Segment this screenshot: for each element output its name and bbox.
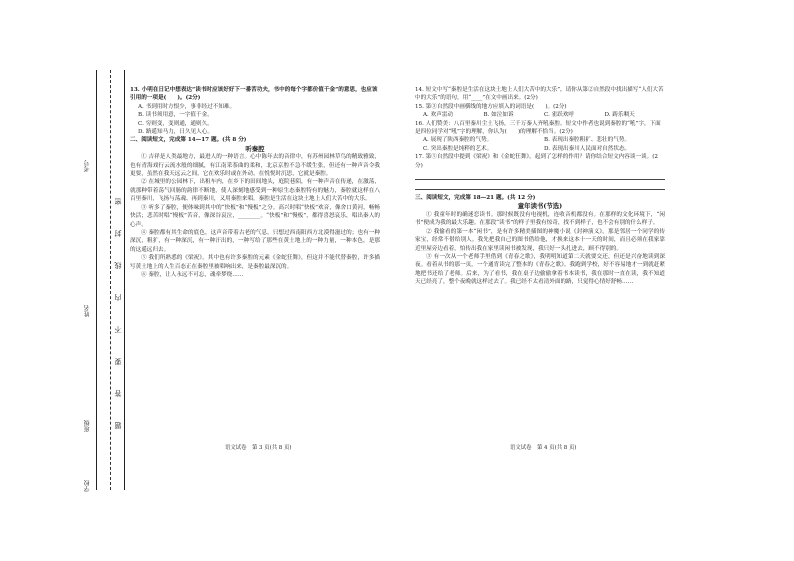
passage-paragraph: ⑥ 秦腔，让人永远不可忘，魂牵梦绕……: [141, 271, 244, 278]
question-16-options: [415, 136, 665, 153]
option-b: B. 表现出秦腔粗犷、悲壮的气势。: [544, 137, 630, 144]
passage-paragraph: ① 我童年时的确迷恋读书。那时候既没有电视机，连收音机都没有。在那样的文化环境下，“闲书”便成为我的最大乐趣。在那段“读书”的样子里我有惊奇，找不到样子，也不会有别的什么样子。: [415, 211, 665, 227]
seal-word: 内: [114, 294, 122, 301]
question-13-stem: 13. 小明在日记中想表达“读书时应该好好下一番苦功夫，书中的每个字都价值千金”的意思，也应该引用的一项是( )。(2分): [130, 87, 378, 102]
section-3-heading: 三、阅读短文，完成第 18—21 题。(共 12 分): [415, 195, 536, 202]
question-15-options: [415, 111, 665, 119]
passage-paragraph: ② 我偷看的第一本“闲书”，是有许多精美插图的神魔小说《封神演义》。那是邻居一个同学的传家宝，经常不借给别人。我先把我自己的图书借给他，才换来这本十一天的时间，而且必须在我家靠近里屋旁边看着，怕传出我在家里读闲书被发现，我只好一头扎进去，顾不得别的。: [415, 228, 665, 252]
seal-line-dashed: [110, 70, 111, 490]
binding-line-right: [124, 70, 125, 490]
binding-line-left: [96, 70, 97, 490]
seal-word: 封: [114, 230, 122, 237]
passage-paragraph: ② 在城里的公园林下，出租车内，在乡下的田间地头，庭院巷陌，有一种声音在传递，在激荡，就那种带着荡气回肠的韵律不断地，使人深刻地感受到一种原生态秦腔特有的魅力，秦腔就这样在八百里秦川，飞扬与荡魂、再到秦川，又用秦腔来唱。秦腔是生活在这块土地上人们大苦中的大乐。: [130, 179, 380, 203]
seal-word: 线: [114, 262, 122, 269]
question-17: 17. 第⑤自然段中提到《梁祝》和《金蛇狂舞》，起到了怎样的作用？请你结合短文内容谈一谈。(2分): [415, 154, 658, 169]
option-a: A. 书到用时方恨少，事非经过不知难。: [138, 103, 236, 110]
page-3-footer: 语文试卷 第 3 页(共 8 页): [225, 445, 292, 451]
question-13-options: [130, 103, 380, 137]
option-d: D. 踌乐咽天: [604, 112, 635, 119]
passage-title: 听秦腔: [245, 144, 265, 153]
option-c: C. 穷则变，变则通，通则久。: [138, 120, 213, 127]
passage-paragraph: ① 吉祥是人类最地方，最进人的一种语言。心中陈年去的音律中，有苏州园林草鸟的精致雅致，也有青海戏行云流水般的细腻，有江南采茶曲的柔和，北京京腔不急不缓生张，但还有一种声音令我更要，虽然在我天远云之间，它在欢乐时或在外动，在悦悦时沉思，它就是秦腔。: [130, 154, 380, 178]
option-b: B. 读书须用意，一字值千金。: [138, 112, 213, 119]
option-d: D. 路遥知马力，日久见人心。: [138, 129, 213, 136]
exam-no-label: 考号: [84, 160, 91, 172]
passage-paragraph: ⑤ 我们所熟悉的《梁祝》，其中也有许多秦腔的元素《金蛇狂舞》，但这并不能代替秦腔，许多描写黄土地上的人生百态正在秦腔里被唱响出来，是秦腔最深沉的。: [130, 255, 380, 270]
passage-paragraph: ③ 听多了秦腔，便体味到其中的“快板”和“慢板”之分。高兴时唱“快板”欢音，像舍口黄河，畅畅快活；悲苦时唱“慢板”苦音，像深谷哀泣，________。“快板”和“慢板”，都得喜怒哀乐，唱出秦人的心声。: [130, 204, 380, 228]
option-d: D. 表现出秦川人民面对自然状态。: [544, 145, 631, 152]
answer-line[interactable]: [415, 172, 665, 180]
seal-word: 题: [114, 422, 122, 429]
name-label: 姓名: [84, 305, 91, 317]
option-c: C. 雀跃欢呼: [544, 112, 575, 119]
question-16-stem: 16. 人们赞美：八百里秦川尘土飞扬，三千万秦人齐吼秦腔。短文中作者也说到秦腔的“吼”字，下面是四位同学对“吼”字的理解，你认为( )的理解不恰当。(2分): [415, 120, 661, 136]
option-a: A. 欢声雷动: [423, 112, 453, 119]
passage-paragraph: ③ 有一次从一个老师手里借到《青春之歌》，我明明知道第二天就要交还，但还是兴奋地读到深夜。看着从书的那一页，一个通宵读完了整本的《青春之歌》。我跑到学校，好不容易地才一到就赶紧地把书还给了老师。后来，为了看书，我在桌子边偷偷拿着书本读书，我在那时一直在读，我不知道天已经亮了，整个夜晚就这样过去了。我已经不太看清外面的路，只觉得心情好舒畅……: [415, 253, 665, 286]
page-4-footer: 语文试卷 第 4 页(共 8 页): [510, 445, 577, 451]
option-c: C. 突出秦腔是纯粹的艺术。: [423, 145, 493, 152]
option-b: B. 如泣如诉: [483, 112, 514, 119]
page-4-column: [415, 86, 665, 287]
passage-title: 童年读书(节选): [517, 202, 563, 211]
answer-line[interactable]: [415, 182, 665, 190]
option-a: A. 展现了陕西秦腔的气势。: [423, 137, 493, 144]
seal-word: 不: [114, 326, 122, 333]
school-label: 学校: [84, 480, 91, 492]
seal-word: 密: [114, 198, 122, 205]
question-15-stem: 15. 第③自然段中画横线的地方应填入的词语是( )。(2分): [415, 103, 567, 110]
seal-word: 答: [114, 390, 122, 397]
passage-paragraph: ④ 秦腔都有其生命的底色，这声音带着古老的气息，只想过西南阳西方北漠得滋过的；也有一种深沉，粗犷，有一种深沉，有一种汗出的，一种写给了那些在黄土地上的一种力量，一种本色，是那的这遥远归去。: [130, 229, 380, 253]
section-2-heading: 二、阅读短文，完成第 14—17 题。(共 8 分): [130, 137, 247, 144]
class-label: 班级: [84, 420, 91, 432]
question-14: 14. 短文中写“秦腔是生活在这块土地上人们大苦中的大乐”，请你从第②自然段中找出描写“人们大苦中的大乐”的语句，用“____”在文中画出来。(2分): [415, 87, 664, 102]
page-3-column: [130, 86, 380, 279]
binding-margin: [70, 70, 125, 490]
seal-word: 要: [114, 358, 122, 365]
